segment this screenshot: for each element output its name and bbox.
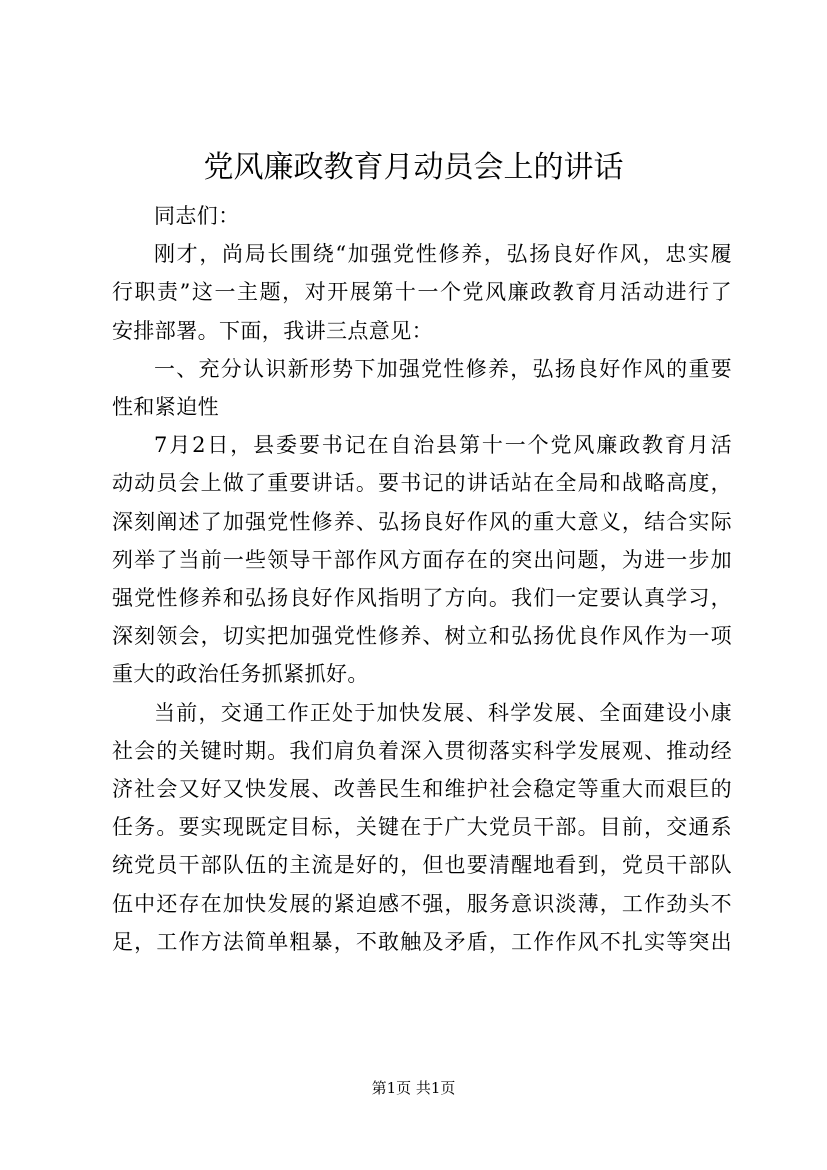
text-line: 性和紧迫性 <box>112 395 219 420</box>
text-line: 同志们： <box>154 204 240 228</box>
text-line: 行职责”这一主题，对开展第十一个党风廉政教育月活动进行了 <box>112 280 732 305</box>
text-line: 动动员会上做了重要讲话。要书记的讲话站在全局和战略高度， <box>112 471 732 496</box>
text-line: 当前，交通工作正处于加快发展、科学发展、全面建设小康 <box>154 700 732 725</box>
text-line: 一、充分认识新形势下加强党性修养，弘扬良好作风的重要 <box>154 356 732 381</box>
text-line: 足，工作方法简单粗暴，不敢触及矛盾，工作作风不扎实等突出 <box>112 929 732 954</box>
text-line: 济社会又好又快发展、改善民生和维护社会稳定等重大而艰巨的 <box>112 777 732 802</box>
paragraph-section-heading <box>112 350 732 426</box>
page-footer: 第1页 共1页 <box>371 1079 456 1097</box>
document-title: 党风廉政教育月动员会上的讲话 <box>203 150 624 185</box>
paragraph-body-1 <box>112 426 732 693</box>
text-line: 强党性修养和弘扬良好作风指明了方向。我们一定要认真学习， <box>112 586 732 611</box>
paragraph-intro <box>112 235 732 350</box>
text-line: 7月2日，县委要书记在自治县第十一个党风廉政教育月活 <box>154 433 732 458</box>
text-line: 统党员干部队伍的主流是好的，但也要清醒地看到，党员干部队 <box>112 853 732 878</box>
text-line: 任务。要实现既定目标，关键在于广大党员干部。目前，交通系 <box>112 815 732 840</box>
text-line: 深刻阐述了加强党性修养、弘扬良好作风的重大意义，结合实际 <box>112 509 732 534</box>
text-line: 重大的政治任务抓紧抓好。 <box>112 662 369 687</box>
text-line: 安排部署。下面，我讲三点意见： <box>112 318 433 343</box>
paragraph-body-2 <box>112 694 732 961</box>
text-line: 刚才，尚局长围绕“加强党性修养，弘扬良好作风，忠实履 <box>154 242 732 267</box>
paragraph-salutation <box>112 197 732 235</box>
text-line: 伍中还存在加快发展的紧迫感不强，服务意识淡薄，工作劲头不 <box>112 891 732 916</box>
document-body <box>112 197 732 961</box>
text-line: 深刻领会，切实把加强党性修养、树立和弘扬优良作风作为一项 <box>112 624 732 649</box>
text-line: 列举了当前一些领导干部作风方面存在的突出问题，为进一步加 <box>112 547 732 572</box>
text-line: 社会的关键时期。我们肩负着深入贯彻落实科学发展观、推动经 <box>112 738 732 763</box>
